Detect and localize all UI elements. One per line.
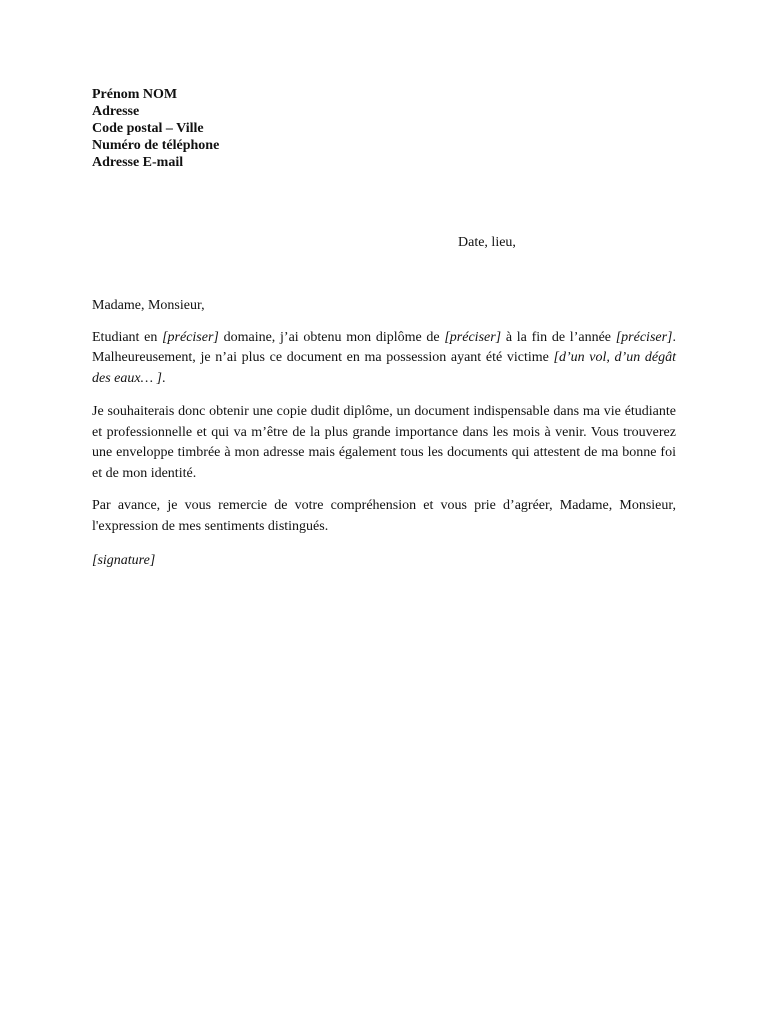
placeholder-incident: [d’un vol, d’un dégât des eaux… ] xyxy=(92,350,676,386)
sender-block xyxy=(92,86,219,171)
placeholder-field-domain: [préciser] xyxy=(162,329,219,345)
sender-postal-city: Code postal – Ville xyxy=(92,121,204,136)
paragraph-1-text-3: à la fin de l’année xyxy=(501,329,616,345)
letter-body xyxy=(92,296,676,572)
greeting: Madame, Monsieur, xyxy=(92,298,205,313)
sender-name: Prénom NOM xyxy=(92,87,178,102)
placeholder-year: [préciser] xyxy=(615,329,673,345)
date-place: Date, lieu, xyxy=(458,235,516,250)
paragraph-1-text-5: . xyxy=(162,370,166,386)
paragraph-1-text-4: . Malheureusement, je n’ai plus ce document en ma possession ayant été victime xyxy=(92,329,677,365)
sender-phone: Numéro de téléphone xyxy=(92,138,220,153)
sender-address: Adresse xyxy=(92,104,140,119)
paragraph-2: Je souhaiterais donc obtenir une copie dudit diplôme, un document indispensable dans ma vie étudiante et professionnelle et qui va m’être de la plus grande importance dans les mois à venir. Vous trouverez une enveloppe timbrée à mon adresse mais également tous les documents qui attestent de ma bonne foi et de mon identité. xyxy=(92,404,676,481)
paragraph-1-text-2: domaine, j’ai obtenu mon diplôme de xyxy=(218,329,445,345)
paragraph-1 xyxy=(92,328,676,390)
paragraph-1-text-1: Etudiant en xyxy=(92,329,163,345)
paragraph-3: Par avance, je vous remercie de votre compréhension et vous prie d’agréer, Madame, Monsieur, l'expression de mes sentiments distingués. xyxy=(92,498,676,534)
placeholder-diploma: [préciser] xyxy=(444,329,502,345)
signature-placeholder: [signature] xyxy=(92,553,156,568)
sender-email: Adresse E-mail xyxy=(92,155,184,170)
